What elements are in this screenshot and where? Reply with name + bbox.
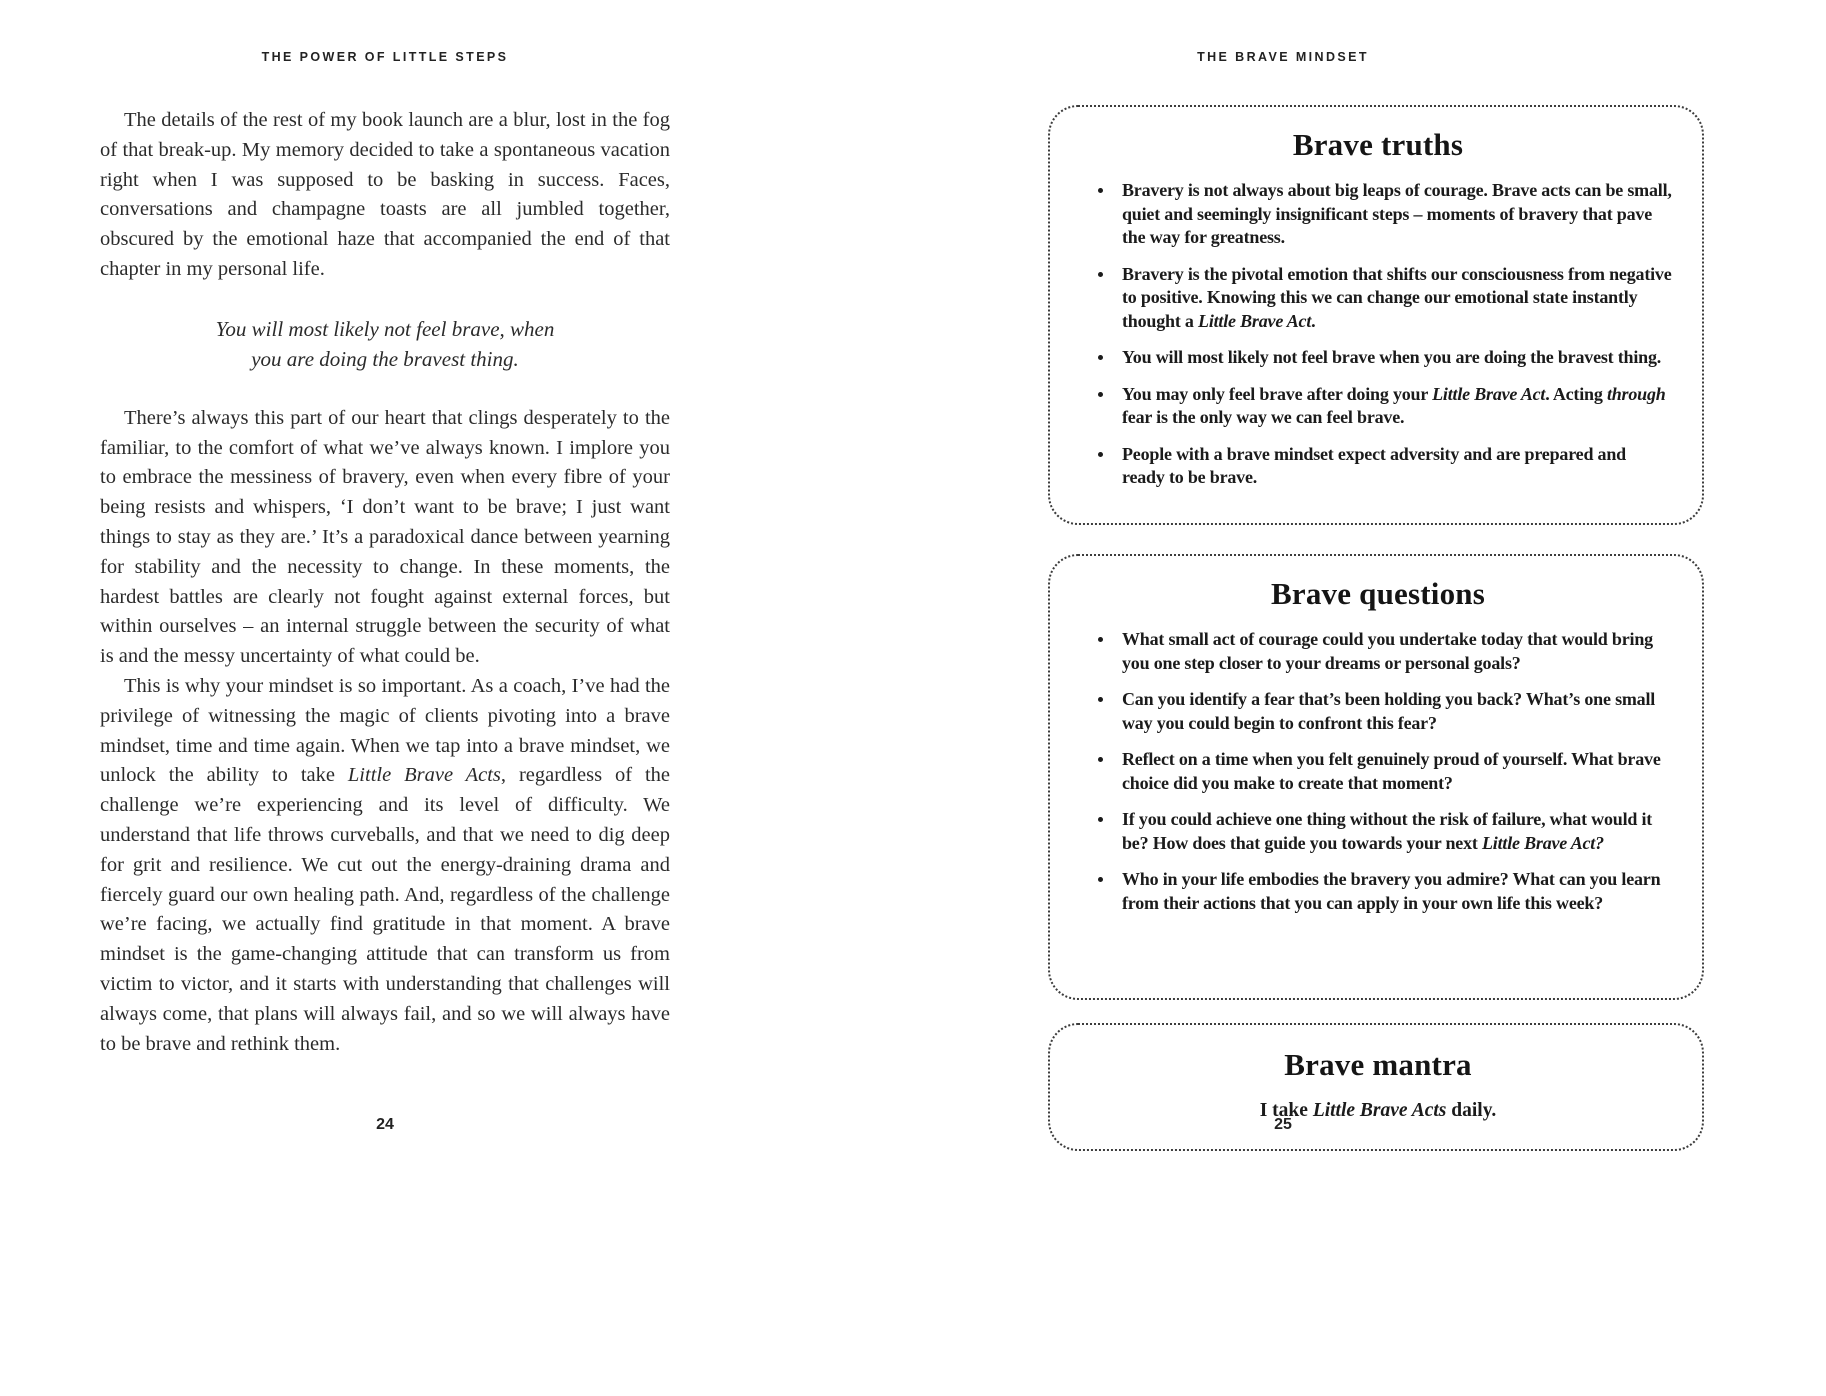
list-item-text: Bravery is not always about big leaps of courage. Brave acts can be small, quiet and seemingly insignificant steps – moments of bravery that pave the way for greatness. [1122,180,1672,247]
bullet-dot-icon [1098,697,1103,702]
list-item [1096,628,1672,675]
brave-truths-title: Brave truths [1292,127,1464,162]
paragraph-1: The details of the rest of my book launch are a blur, lost in the fog of that break-up. My memory decided to take a spontaneous vacation right when I was supposed to be basking in success. Faces, conversations and champagne toasts are all jumbled together, obscured by the emotional haze that accompanied the end of that chapter in my personal life. [100,109,670,280]
pull-quote-line-1: You will most likely not feel brave, when [215,316,555,341]
list-item-text: Who in your life embodies the bravery you admire? What can you learn from their actions that you can apply in your own life this week? [1122,869,1661,913]
left-body-text [100,106,670,1059]
mantra-text: I take Little Brave Acts daily. [1259,1100,1497,1121]
list-item [1096,808,1672,855]
bullet-dot-icon [1098,637,1103,642]
page-right [913,0,1826,1396]
running-head-left: THE POWER OF LITTLE STEPS [261,50,509,64]
list-item-text: Can you identify a fear that’s been holding you back? What’s one small way you could begin to confront this fear? [1122,689,1656,733]
bullet-dot-icon [1098,355,1103,360]
pull-quote [100,314,670,374]
paragraph-2: There’s always this part of our heart that clings desperately to the familiar, to the comfort of what we’ve always known. I implore you to embrace the messiness of bravery, even when every fibre of your being resists and whispers, ‘I don’t want to be brave; I just want things to stay as they are.’ It’s a paradoxical dance between yearning for stability and the necessity to change. In these moments, the hardest battles are clearly not fought against external forces, but within ourselves – an internal struggle between the security of what is and the messy uncertainty of what could be. [100,406,670,668]
brave-truths-box [1048,105,1704,525]
list-item [1096,688,1672,735]
bullet-dot-icon [1098,757,1103,762]
paragraph-3: This is why your mindset is so important. As a coach, I’ve had the privilege of witnessing the magic of clients pivoting into a brave mindset, time and time again. When we tap into a brave mindset, we unlock the ability to take Little Brave Acts, regardless of the challenge we’re experiencing and its level of difficulty. We understand that life throws curveballs, and that we need to dig deep for grit and resilience. We cut out the energy-draining drama and fiercely guard our own healing path. And, regardless of the challenge we’re facing, we actually find gratitude in that moment. A brave mindset is the game-changing attitude that can transform us from victim to victor, and it starts with understanding that challenges will always come, that plans will always fail, and so we will always have to be brave and rethink them. [100,674,671,1055]
list-item-text: People with a brave mindset expect adversity and are prepared and ready to be brave. [1122,443,1626,487]
bullet-dot-icon [1098,188,1103,193]
boxes-column [1048,105,1704,1151]
bullet-dot-icon [1098,877,1103,882]
list-item [1096,179,1672,250]
bullet-dot-icon [1098,392,1103,397]
list-item-text: What small act of courage could you undertake today that would bring you one step closer to your dreams or personal goals? [1122,629,1653,673]
page-number-right: 25 [1274,1116,1292,1133]
list-item [1096,748,1672,795]
list-item-text: If you could achieve one thing without the risk of failure, what would it be? How does that guide you towards your next Little Brave Act? [1122,809,1653,853]
bullet-dot-icon [1098,817,1103,822]
list-item [1096,346,1672,370]
brave-questions-box [1048,554,1704,1000]
list-item [1096,263,1672,334]
bullet-dot-icon [1098,452,1103,457]
running-head-right: THE BRAVE MINDSET [1197,50,1369,64]
pull-quote-line-2: you are doing the bravest thing. [251,346,519,371]
list-item [1096,383,1672,430]
list-item-text: Reflect on a time when you felt genuinely proud of yourself. What brave choice did you make to create that moment? [1122,749,1661,793]
bullet-dot-icon [1098,272,1103,277]
page-number-left: 24 [376,1116,394,1133]
brave-truths-list [1084,179,1672,490]
list-item-text: Bravery is the pivotal emotion that shifts our consciousness from negative to positive. Knowing this we can change our emotional state instantly thought a Little Brave Act. [1122,263,1672,331]
list-item-text: You will most likely not feel brave when you are doing the bravest thing. [1122,347,1662,367]
list-item-text: You may only feel brave after doing your Little Brave Act. Acting through fear is the only way we can feel brave. [1122,383,1666,427]
list-item [1096,868,1672,915]
brave-questions-title: Brave questions [1271,576,1485,611]
brave-mantra-title: Brave mantra [1284,1047,1472,1082]
list-item [1096,443,1672,490]
brave-questions-list [1084,628,1672,915]
